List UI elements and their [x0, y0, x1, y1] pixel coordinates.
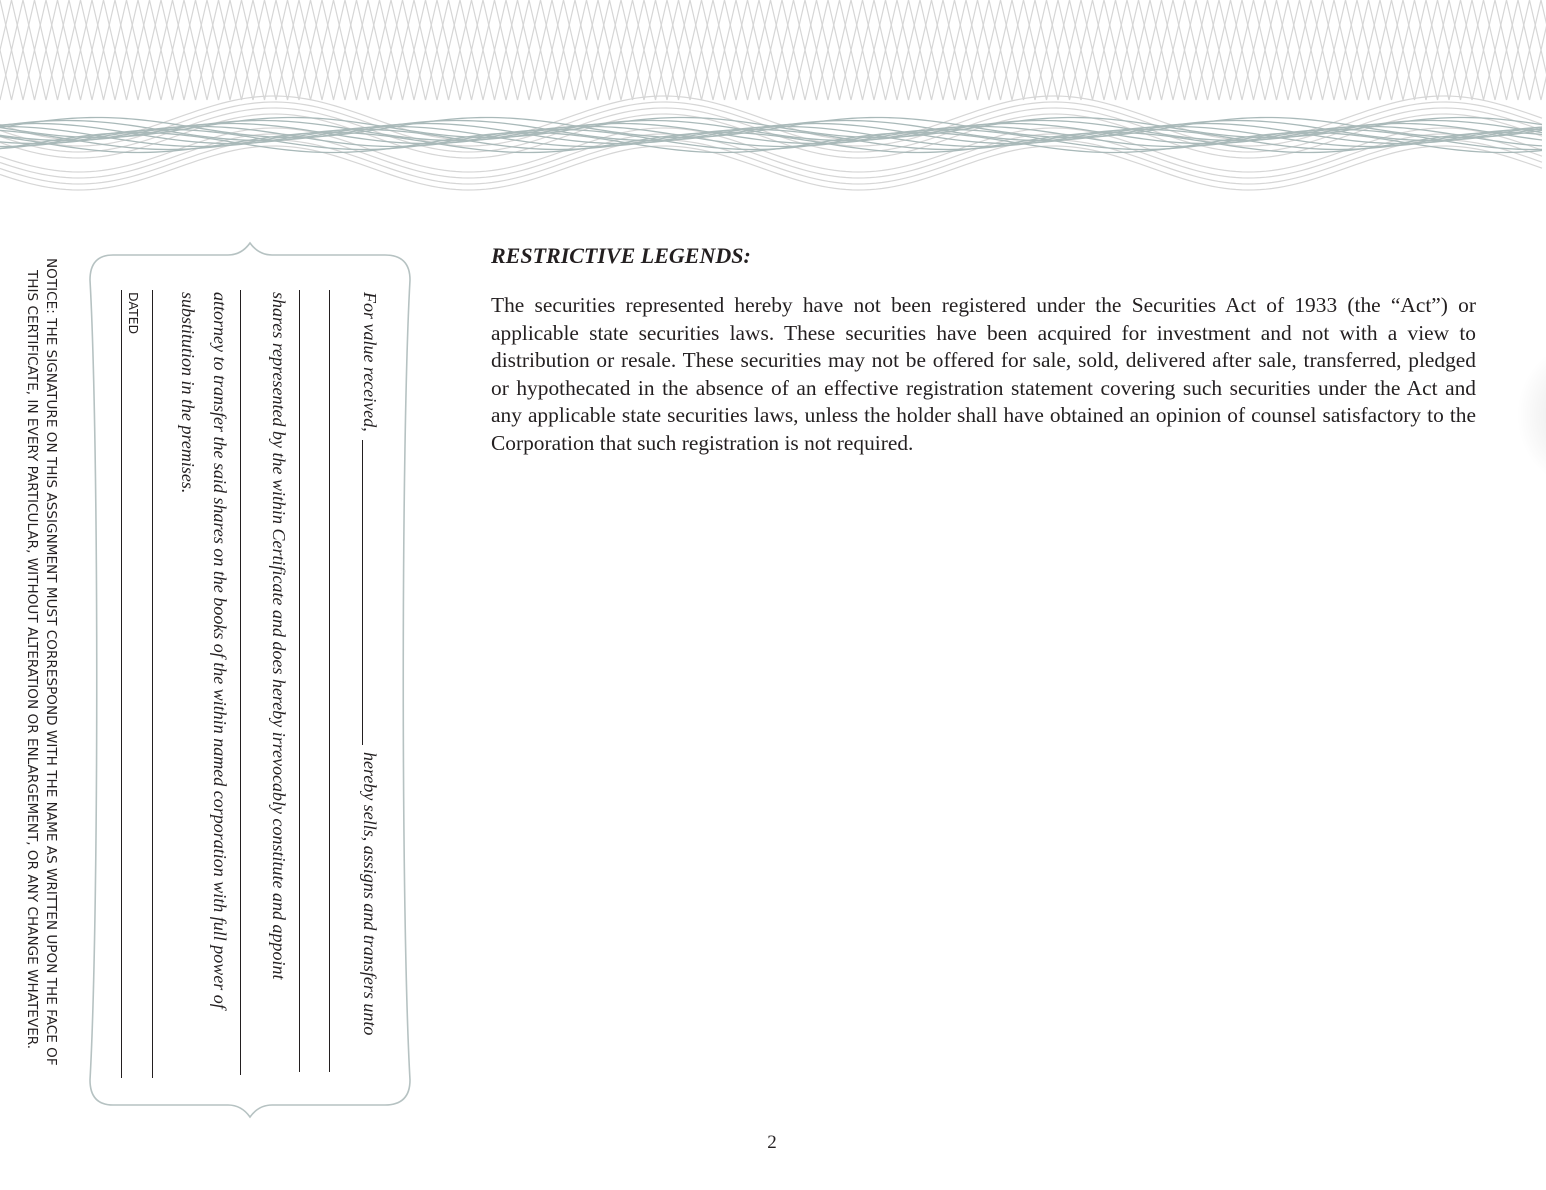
guilloche-zigzag-pattern	[0, 0, 1546, 100]
shares-represented-text: shares represented by the within Certificate and does hereby irrevocably constitute and appoint	[269, 292, 289, 980]
date-line[interactable]	[121, 290, 122, 1078]
page-edge-shadow	[1516, 340, 1546, 490]
notice-line-1: NOTICE: THE SIGNATURE ON THIS ASSIGNMENT MUST CORRESPOND WITH THE NAME AS WRITTEN UPON THE FACE OF	[43, 258, 59, 1066]
substitution-text: substitution in the premises.	[178, 292, 198, 494]
for-value-received-label: For value received,	[360, 292, 380, 432]
restrictive-legends-section	[491, 242, 1476, 457]
attorney-transfer-text: attorney to transfer the said shares on the books of the within named corporation with full power of	[210, 292, 230, 1009]
guilloche-wave-pattern	[0, 96, 1542, 190]
assignee-name-line[interactable]	[329, 290, 330, 1072]
guilloche-border	[0, 0, 1546, 200]
signature-line[interactable]	[152, 290, 153, 1078]
notice-line-2: THIS CERTIFICATE, IN EVERY PARTICULAR, WITHOUT ALTERATION OR ENLARGEMENT, OR ANY CHANGE WHATEVER.	[24, 270, 40, 1050]
page-number: 2	[767, 1132, 777, 1153]
restrictive-legends-body: The securities represented hereby have not been registered under the Securities Act of 1933 (the “Act”) or applicable state securities laws. These securities have been acquired for investment and not with a view to distribution or resale. These securities may not be offered for sale, sold, delivered after sale, transferred, pledged or hypothecated in the absence of an effective registration statement covering such securities under the Act and any applicable state securities laws, unless the holder shall have obtained an opinion of counsel satisfactory to the Corporation that such registration is not required.	[491, 293, 1476, 455]
attorney-name-line[interactable]	[240, 290, 241, 1075]
dated-label: DATED	[126, 292, 141, 335]
restrictive-legends-title: RESTRICTIVE LEGENDS:	[491, 243, 751, 268]
sells-assigns-label: hereby sells, assigns and transfers unto	[360, 752, 380, 1036]
share-count-line[interactable]	[299, 290, 300, 1072]
assignee-signature-line[interactable]	[362, 440, 363, 745]
